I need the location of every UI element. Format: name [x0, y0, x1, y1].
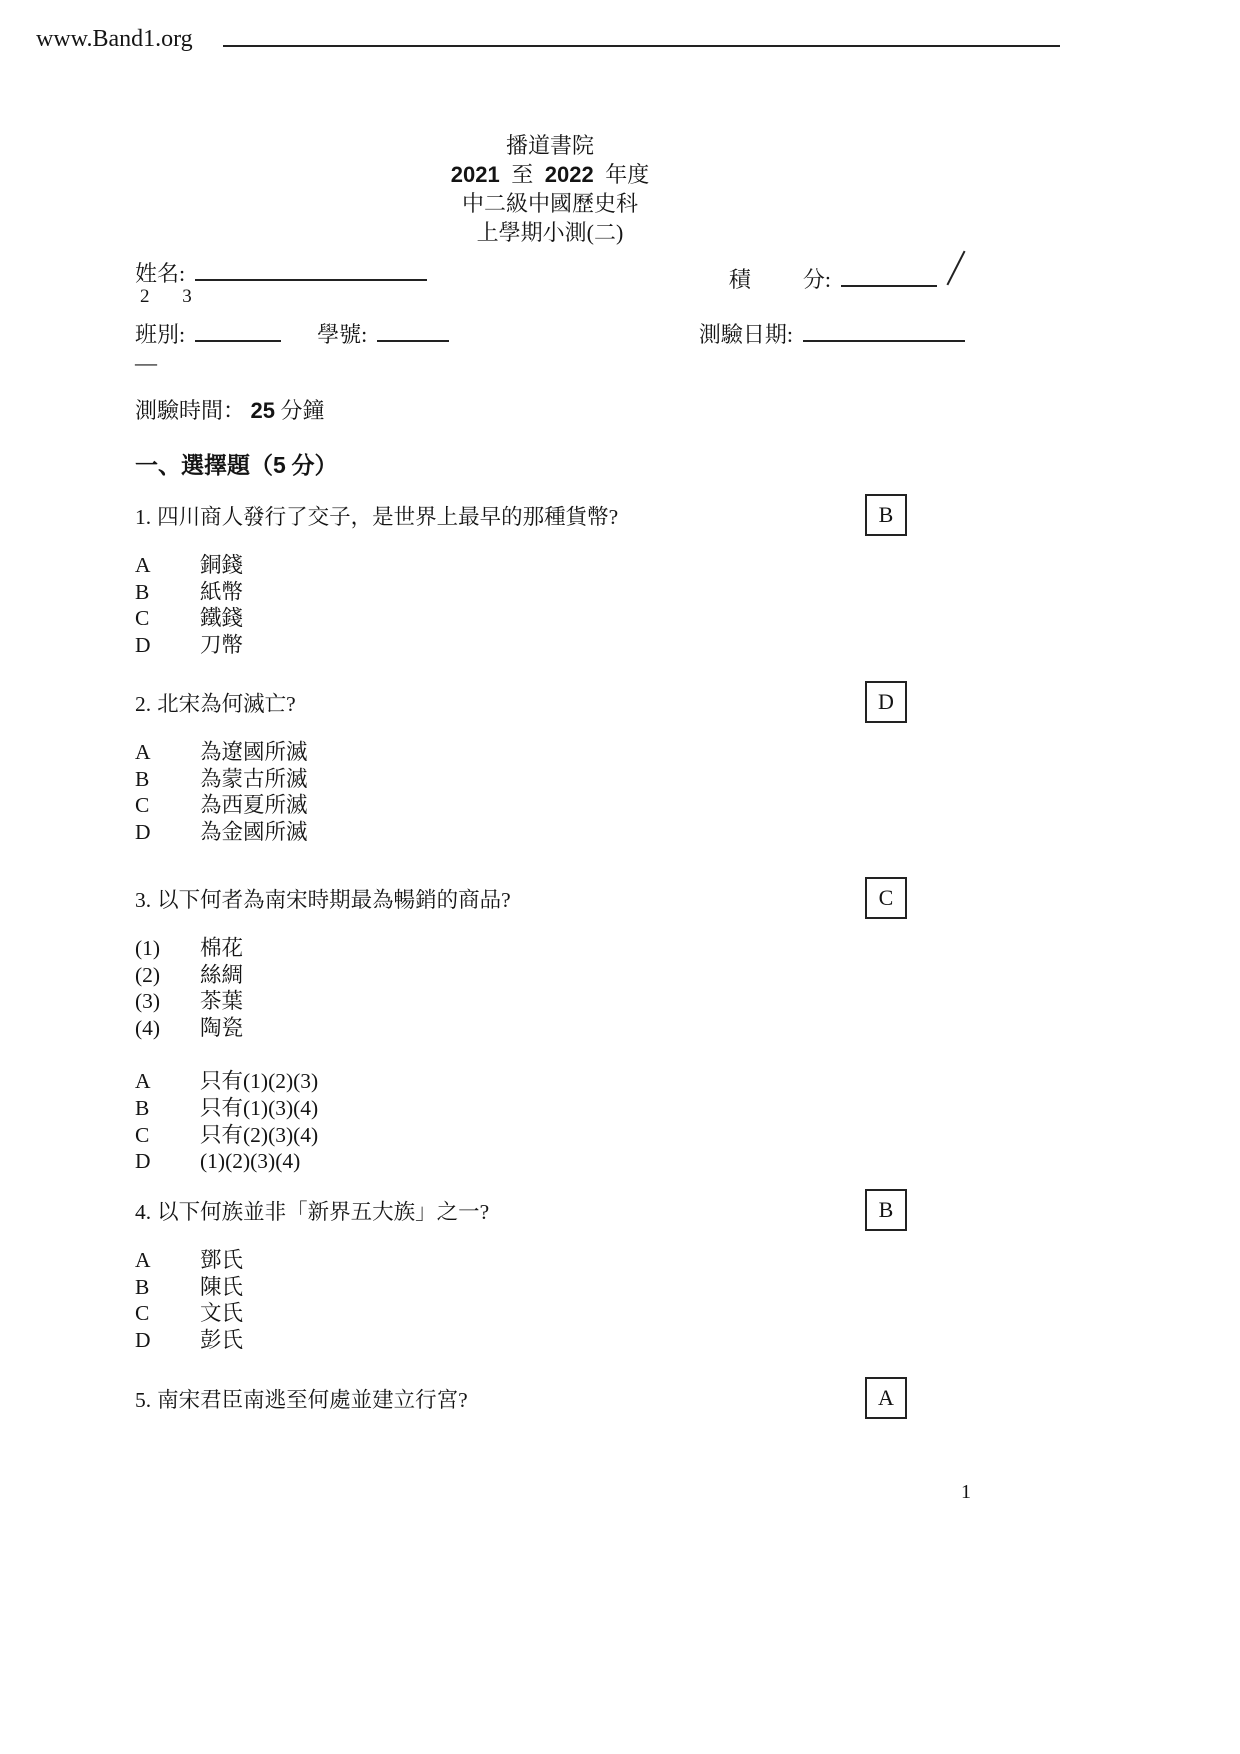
subject-line: 中二級中國歷史科: [461, 191, 638, 216]
option-label: D: [135, 1327, 151, 1352]
option-text: 刀幣: [200, 632, 244, 657]
answer-letter: B: [878, 502, 894, 527]
question-4-head: [135, 1189, 965, 1231]
question-2-text: [135, 687, 865, 718]
option-text: 為西夏所滅: [200, 793, 308, 818]
option-text: 鄧氏: [200, 1248, 244, 1272]
option-row: [135, 739, 965, 766]
option-row: [135, 1148, 965, 1175]
option-row: [135, 1247, 965, 1274]
class-and-number: [135, 318, 449, 349]
question-2-head: [135, 681, 965, 723]
question-text: 北宋為何滅亡?: [157, 691, 296, 716]
question-text: 南宋君臣南逃至何處並建立行宮?: [157, 1387, 468, 1412]
name-blank: [195, 261, 427, 281]
item-label: (4): [135, 1015, 161, 1040]
section-heading: [135, 447, 338, 480]
year-start: 2021: [450, 162, 500, 187]
item-label: (3): [135, 989, 161, 1014]
question-3: [135, 877, 965, 1175]
date-label: 測驗日期:: [698, 322, 793, 347]
answer-box-2: [865, 681, 907, 723]
time-value: 25: [250, 398, 275, 423]
option-text: 鐵錢: [200, 606, 244, 631]
score-blank: [841, 267, 937, 287]
option-row: [135, 1327, 965, 1354]
question-4-text: [135, 1195, 865, 1226]
option-label: A: [135, 740, 151, 764]
option-row: [135, 1122, 965, 1149]
question-1: [135, 494, 965, 658]
exam-line: 上學期小測(二): [476, 220, 624, 245]
question-3-options: [135, 1068, 965, 1174]
option-label: D: [135, 632, 151, 657]
answer-letter: B: [878, 1197, 894, 1222]
item-text: 陶瓷: [200, 1015, 244, 1040]
option-text: 為金國所滅: [200, 819, 308, 844]
option-label: C: [135, 1301, 150, 1326]
form-row-1: [135, 257, 965, 294]
option-text: 紙幣: [200, 579, 244, 604]
option-text: 陳氏: [200, 1274, 244, 1299]
item-row: [135, 1015, 965, 1042]
section-points-close: 分）: [285, 453, 338, 478]
question-3-items: [135, 935, 965, 1041]
section-points-open: （: [250, 453, 273, 478]
option-row: [135, 552, 965, 579]
option-text: 彭氏: [200, 1327, 244, 1352]
score-label-right: 分:: [802, 267, 831, 292]
date-field: [699, 318, 965, 349]
question-5-text: [135, 1383, 865, 1414]
class-blank: [195, 322, 281, 342]
answer-letter: A: [878, 1385, 894, 1410]
option-text: 銅錢: [200, 553, 244, 577]
section-points-num: 5: [273, 452, 286, 478]
question-2-options: [135, 739, 965, 845]
title-block: [135, 131, 965, 247]
question-4: [135, 1189, 965, 1353]
item-row: [135, 988, 965, 1015]
item-row: [135, 935, 965, 962]
option-row: [135, 1300, 965, 1327]
option-text: 只有(1)(2)(3): [200, 1069, 319, 1094]
item-text: 絲綢: [200, 962, 244, 987]
score-field: [729, 257, 965, 294]
question-number: 4.: [135, 1199, 152, 1224]
question-2: [135, 681, 965, 845]
site-header: [36, 26, 1060, 53]
question-text: 以下何族並非「新界五大族」之一?: [157, 1199, 490, 1224]
answer-box-1: [865, 494, 907, 536]
option-text: 文氏: [200, 1301, 244, 1326]
name-label: 姓名:: [135, 261, 186, 286]
answer-box-5: [865, 1377, 907, 1419]
item-text: 棉花: [200, 936, 244, 960]
item-text: 茶葉: [200, 989, 244, 1014]
option-row: [135, 1095, 965, 1122]
time-unit: 分鐘: [280, 398, 325, 423]
score-slash-icon: [946, 251, 965, 286]
score-label-left: 積: [728, 267, 751, 292]
option-row: [135, 766, 965, 793]
form-row-2: [135, 318, 965, 349]
year-line: [135, 160, 965, 189]
section-title: 一、選擇題: [135, 453, 250, 478]
option-row: [135, 632, 965, 659]
question-3-head: [135, 877, 965, 919]
question-text: 以下何者為南宋時期最為暢銷的商品?: [157, 887, 511, 912]
question-text: 四川商人發行了交子，是世界上最早的那種貨幣?: [157, 504, 619, 529]
option-row: [135, 605, 965, 632]
option-label: D: [135, 819, 151, 844]
option-text: 只有(1)(3)(4): [200, 1095, 319, 1120]
option-label: C: [135, 606, 150, 631]
question-1-options: [135, 552, 965, 658]
option-row: [135, 819, 965, 846]
question-4-options: [135, 1247, 965, 1353]
date-blank: [803, 322, 965, 342]
site-name: www.Band1.org: [36, 26, 193, 52]
option-label: B: [135, 766, 150, 791]
answer-box-3: [865, 877, 907, 919]
dash-note: —: [135, 350, 157, 375]
year-mid: 至: [511, 162, 534, 187]
option-row: [135, 792, 965, 819]
option-row: [135, 1068, 965, 1095]
time-line: [135, 394, 325, 425]
question-1-text: [135, 500, 865, 531]
option-label: C: [135, 793, 150, 818]
item-label: (2): [135, 962, 161, 987]
option-label: A: [135, 1069, 151, 1094]
option-label: A: [135, 553, 151, 577]
question-number: 3.: [135, 887, 152, 912]
option-text: (1)(2)(3)(4): [200, 1149, 301, 1174]
year-end: 2022: [544, 162, 594, 187]
class-label: 班別:: [135, 322, 186, 347]
question-5: [135, 1377, 965, 1419]
option-row: [135, 1274, 965, 1301]
option-label: B: [135, 579, 150, 604]
question-1-head: [135, 494, 965, 536]
answer-letter: C: [878, 885, 894, 910]
item-row: [135, 962, 965, 989]
question-number: 5.: [135, 1387, 152, 1412]
option-label: B: [135, 1095, 150, 1120]
question-3-text: [135, 883, 865, 914]
option-text: 為蒙古所滅: [200, 766, 308, 791]
student-no-label: 學號:: [317, 322, 368, 347]
option-text: 為遼國所滅: [200, 740, 308, 764]
question-number: 1.: [135, 504, 152, 529]
option-label: D: [135, 1149, 151, 1174]
option-label: B: [135, 1274, 150, 1299]
name-note: 2 3: [140, 286, 206, 307]
option-text: 只有(2)(3)(4): [200, 1122, 319, 1147]
student-no-blank: [377, 322, 449, 342]
question-5-head: [135, 1377, 965, 1419]
time-label: 測驗時間：: [135, 398, 246, 423]
year-suffix: 年度: [605, 162, 650, 187]
header-rule: [223, 45, 1060, 47]
school-name: 播道書院: [505, 133, 594, 158]
item-label: (1): [135, 936, 161, 960]
page-number: 1: [961, 1481, 971, 1503]
answer-box-4: [865, 1189, 907, 1231]
option-label: A: [135, 1248, 151, 1272]
question-number: 2.: [135, 691, 152, 716]
answer-letter: D: [878, 689, 894, 714]
option-row: [135, 579, 965, 606]
option-label: C: [135, 1122, 150, 1147]
